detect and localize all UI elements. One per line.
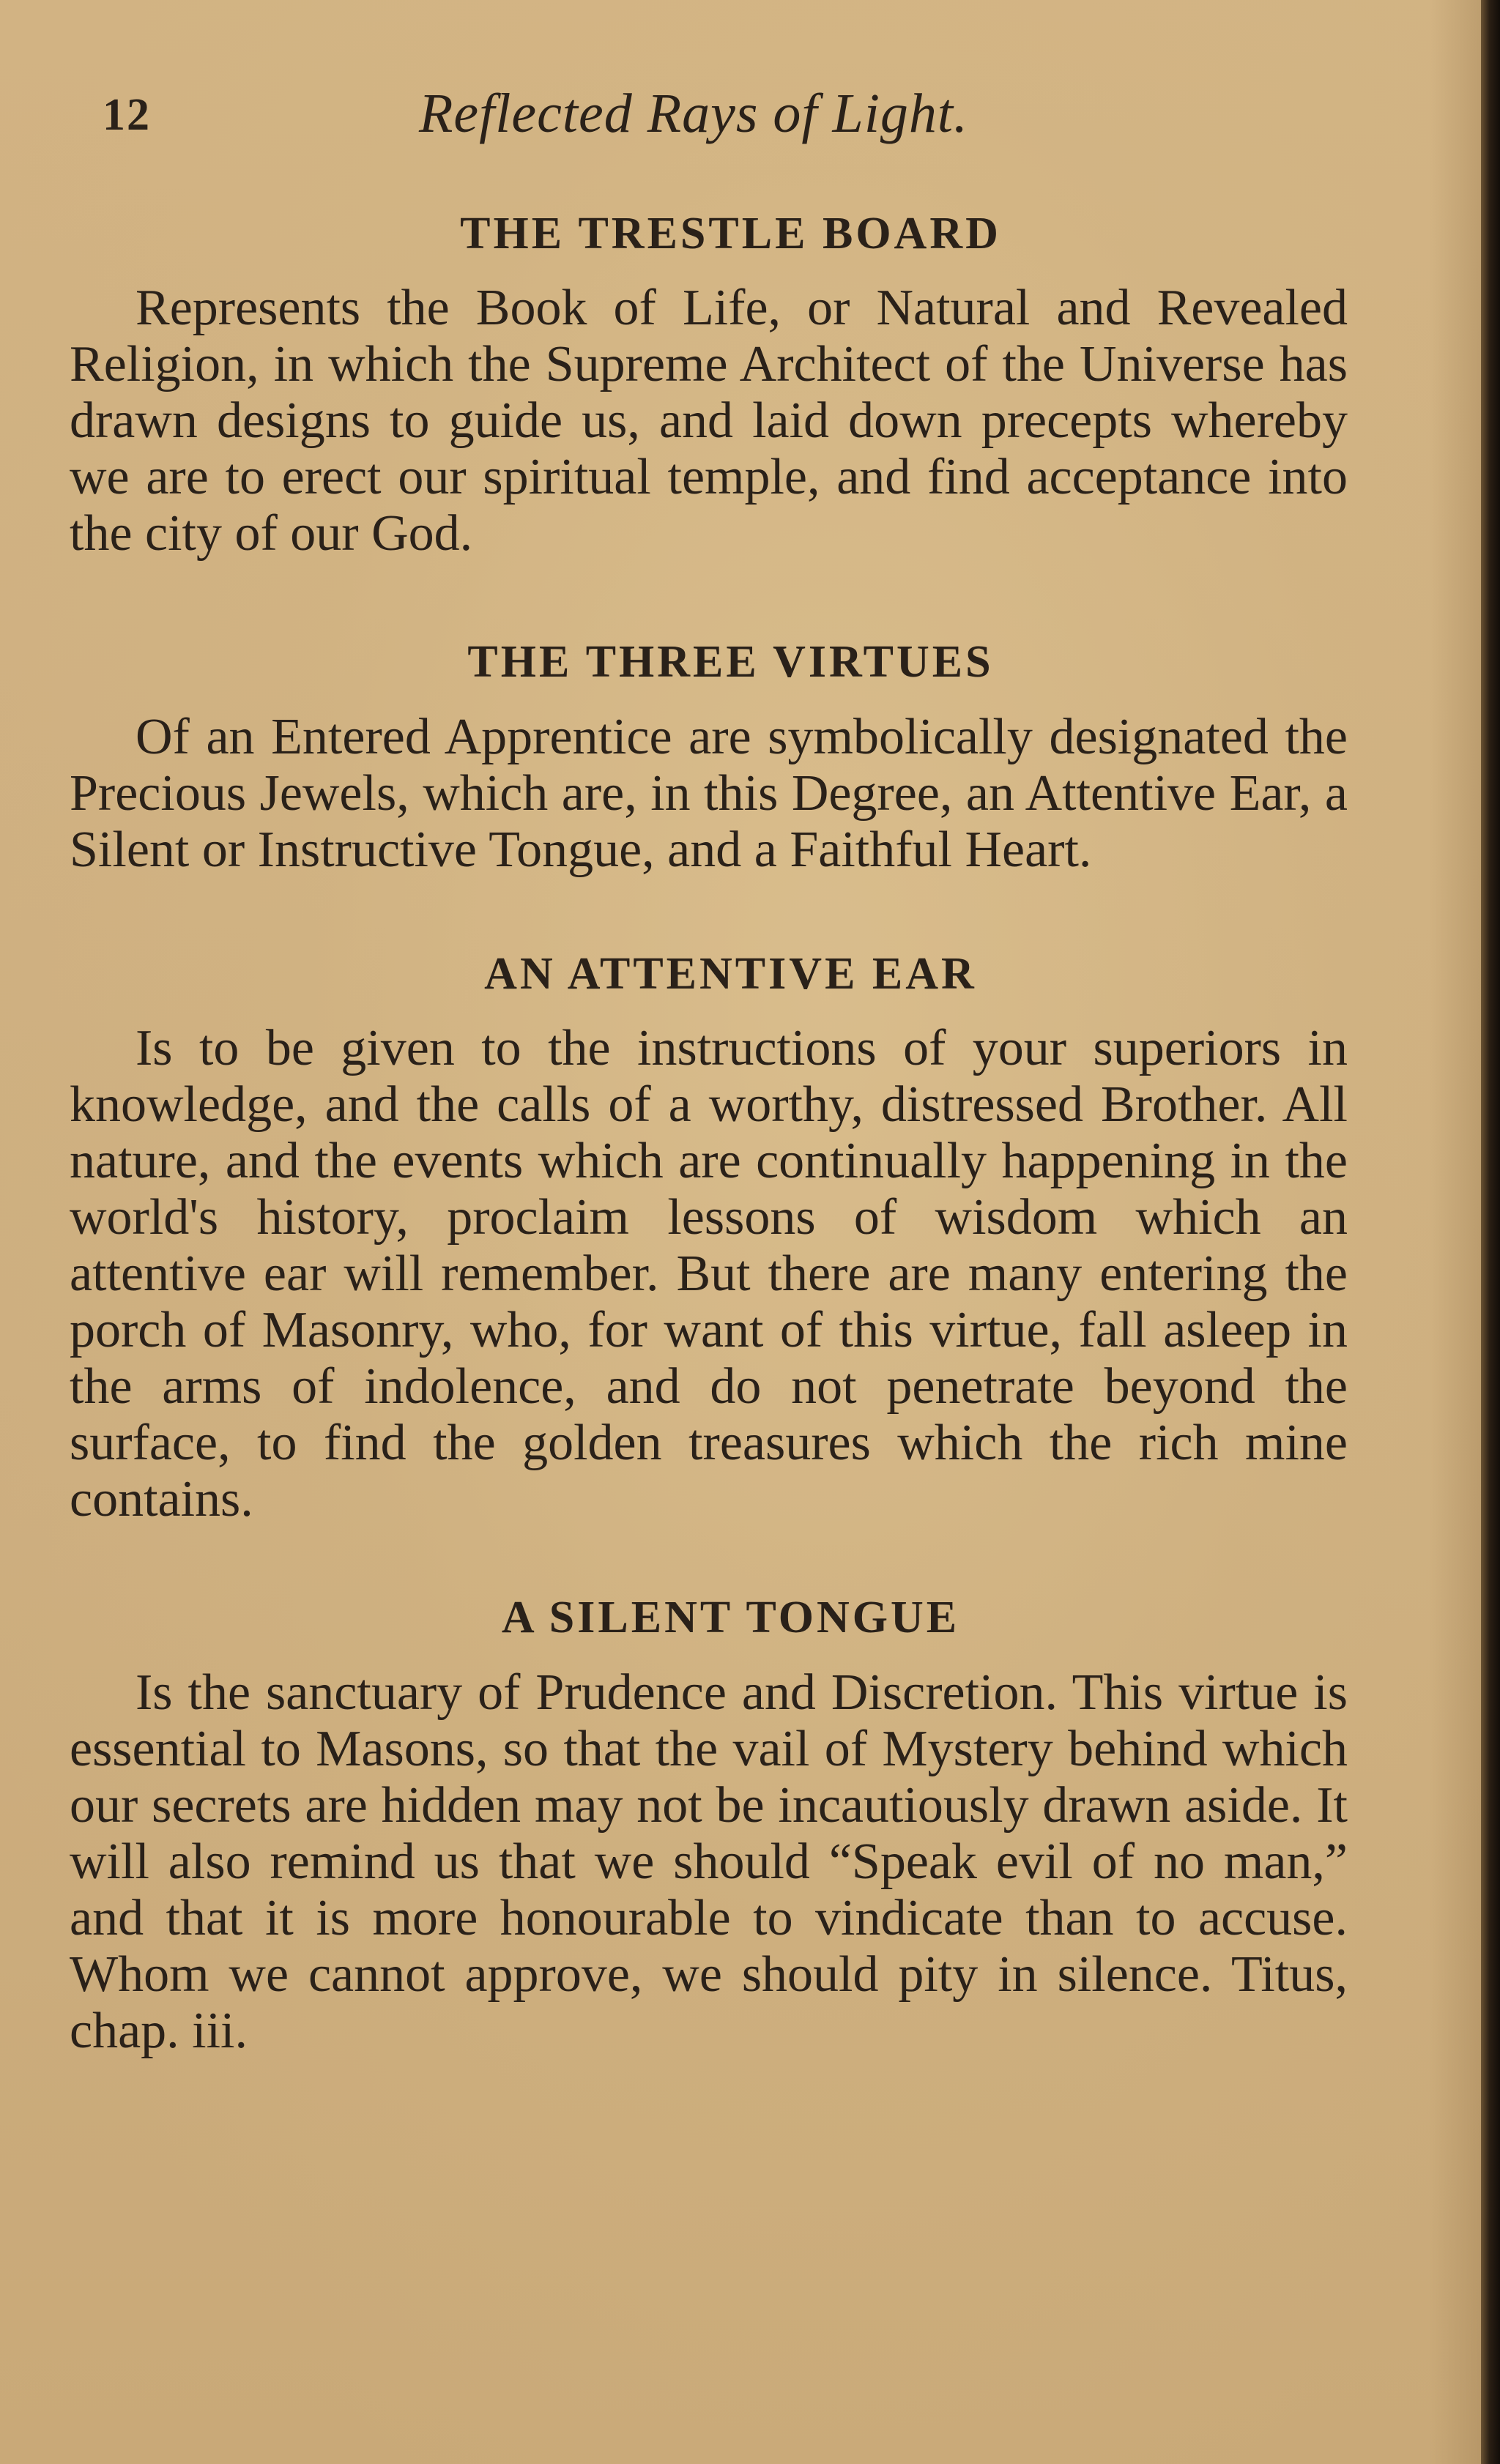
section-three-virtues — [70, 635, 1348, 877]
section-paragraph: Represents the Book of Life, or Natural and Revealed Religion, in which the Supreme Architect of the Universe has drawn designs to guide us, and laid down precepts whereby we are to erect our spiritual temple, and find acceptance into the city of our God. — [70, 280, 1348, 562]
page-gutter-shade — [1430, 0, 1481, 2464]
book-binding-edge — [1481, 0, 1500, 2464]
section-paragraph: Is to be given to the instructions of your superiors in knowledge, and the calls of a worthy, distressed Brother. All nature, and the events which are continually happening in the world's history, proclaim lessons of wisdom which an attentive ear will remember. But there are many entering the porch of Masonry, who, for want of this virtue, fall asleep in the arms of indolence, and do not penetrate beyond the surface, to find the golden treasures which the rich mine contains. — [70, 1020, 1348, 1528]
section-heading: THE THREE VIRTUES — [467, 637, 994, 688]
section-heading: THE TRESTLE BOARD — [460, 209, 1001, 258]
page-number: 12 — [103, 90, 151, 140]
section-trestle-board — [70, 206, 1348, 562]
section-attentive-ear — [70, 947, 1348, 1527]
section-paragraph: Of an Entered Apprentice are symbolically designated the Precious Jewels, which are, in this Degree, an Attentive Ear, a Silent or Instructive Tongue, and a Faithful Heart. — [70, 708, 1348, 878]
page-body — [70, 206, 1348, 2059]
section-heading: A SILENT TONGUE — [501, 1593, 960, 1643]
section-heading: AN ATTENTIVE EAR — [484, 948, 977, 999]
page-header — [103, 82, 1055, 163]
running-title: Reflected Rays of Light. — [419, 83, 969, 144]
section-paragraph: Is the sanctuary of Prudence and Discretion. This virtue is essential to Masons, so that the vail of Mystery behind which our secrets are hidden may not be incautiously drawn aside. It will also remind us that we should “Speak evil of no man,” and that it is more honourable to vindicate than to accuse. Whom we cannot approve, we should pity in silence. Titus, chap. iii. — [70, 1664, 1348, 2059]
section-silent-tongue — [70, 1590, 1348, 2058]
